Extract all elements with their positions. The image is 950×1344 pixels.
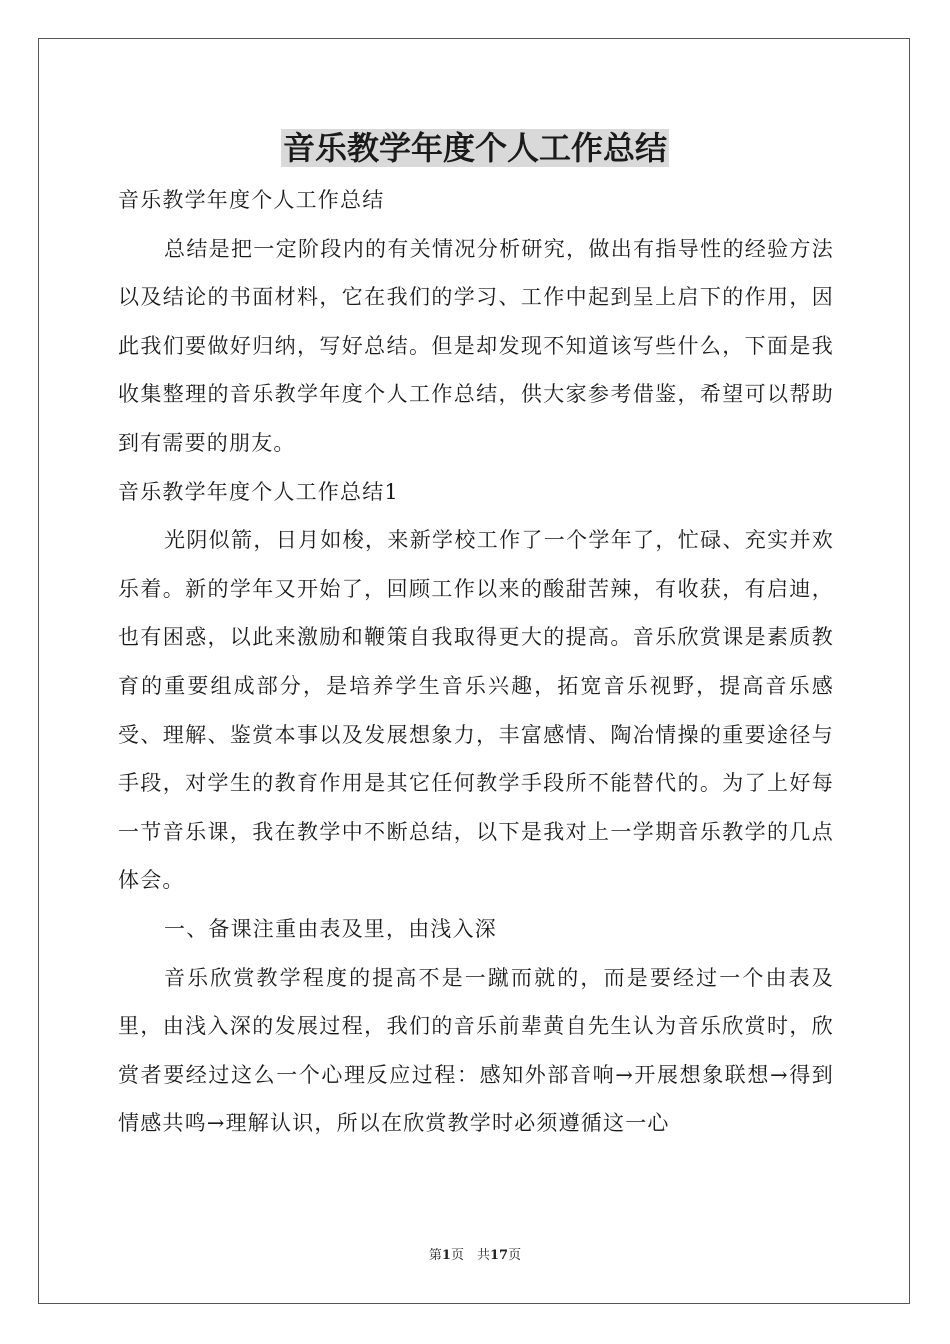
section1-paragraph: 光阴似箭，日月如梭，来新学校工作了一个学年了，忙碌、充实并欢乐着。新的学年又开始了，回顾工作以来的酸甜苦辣，有收获，有启迪，也有困惑，以此来激励和鞭策自我取得更大的提高。音乐欣赏课是素质教育的重要组成部分，是培养学生音乐兴趣，拓宽音乐视野，提高音乐感受、理解、鉴赏本事以及发展想象力，丰富感情、陶冶情操的重要途径与手段，对学生的教育作用是其它任何教学手段所不能替代的。为了上好每一节音乐课，我在教学中不断总结，以下是我对上一学期音乐教学的几点体会。 bbox=[118, 528, 834, 893]
document-title bbox=[0, 124, 950, 172]
point-heading-1: 一、备课注重由表及里，由浅入深 bbox=[164, 916, 497, 941]
document-title-text: 音乐教学年度个人工作总结 bbox=[282, 129, 667, 167]
point1-paragraph: 音乐欣赏教学程度的提高不是一蹴而就的，而是要经过一个由表及里，由浅入深的发展过程，我们的音乐前辈黄自先生认为音乐欣赏时，欣赏者要经过这么一个心理反应过程：感知外部音响→开展想象联想→得到情感共鸣→理解认识，所以在欣赏教学时必须遵循这一心 bbox=[118, 965, 834, 1136]
page-suffix: 页 bbox=[508, 1248, 522, 1263]
page-mid: 页 共 bbox=[450, 1248, 490, 1263]
document-body bbox=[118, 176, 834, 1148]
page-prefix: 第 bbox=[428, 1248, 442, 1263]
document-subtitle: 音乐教学年度个人工作总结 bbox=[118, 188, 385, 212]
page-footer bbox=[0, 1246, 950, 1266]
section-heading-1: 音乐教学年度个人工作总结1 bbox=[118, 479, 399, 504]
page-current: 1 bbox=[441, 1248, 451, 1263]
intro-paragraph: 总结是把一定阶段内的有关情况分析研究，做出有指导性的经验方法以及结论的书面材料，它在我们的学习、工作中起到呈上启下的作用，因此我们要做好归纳，写好总结。但是却发现不知道该写些什么，下面是我收集整理的音乐教学年度个人工作总结，供大家参考借鉴，希望可以帮助到有需要的朋友。 bbox=[118, 236, 834, 455]
page-total: 17 bbox=[489, 1248, 509, 1263]
